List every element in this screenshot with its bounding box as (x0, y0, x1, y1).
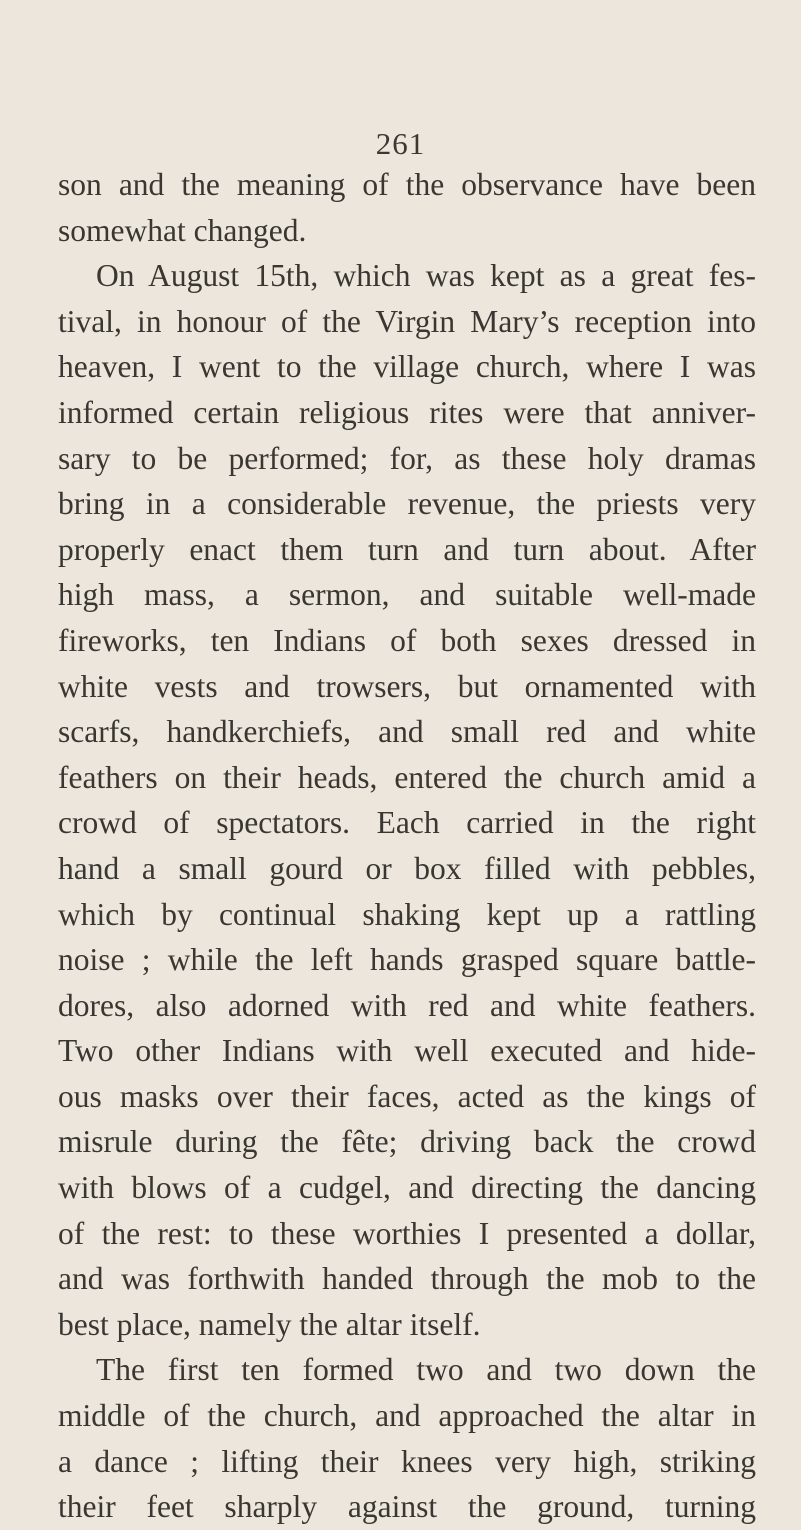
text-line: and was forthwith handed through the mob to the (58, 1261, 756, 1297)
text-line: bring in a considerable revenue, the priests very (58, 486, 756, 522)
text-line: misrule during the fête; driving back the crowd (58, 1124, 756, 1160)
text-line: feathers on their heads, entered the church amid a (58, 759, 756, 795)
text-line: of the rest: to these worthies I presented a dollar, (58, 1215, 756, 1251)
text-line: heaven, I went to the village church, where I was (58, 349, 756, 385)
text-line: hand a small gourd or box filled with pebbles, (58, 850, 756, 886)
text-line: best place, namely the altar itself. (58, 1306, 481, 1342)
text-line: high mass, a sermon, and suitable well-made (58, 577, 756, 613)
text-line: On August 15th, which was kept as a great fes- (96, 258, 756, 294)
text-line: somewhat changed. (58, 212, 307, 248)
text-line: scarfs, handkerchiefs, and small red and white (58, 714, 756, 750)
text-line: a dance ; lifting their knees very high, striking (58, 1443, 756, 1479)
text-line: dores, also adorned with red and white feathers. (58, 987, 756, 1023)
text-line: their feet sharply against the ground, turning (58, 1489, 756, 1525)
text-line: properly enact them turn and turn about. After (58, 531, 756, 567)
text-line: tival, in honour of the Virgin Mary’s reception into (58, 303, 756, 339)
text-line: Two other Indians with well executed and hide- (58, 1033, 756, 1069)
text-line: fireworks, ten Indians of both sexes dressed in (58, 622, 756, 658)
text-line: white vests and trowsers, but ornamented with (58, 668, 756, 704)
text-line: ous masks over their faces, acted as the kings of (58, 1078, 756, 1114)
text-line: crowd of spectators. Each carried in the right (58, 805, 756, 841)
page-number: 261 (375, 126, 426, 161)
text-line: The first ten formed two and two down the (96, 1352, 756, 1388)
text-line: middle of the church, and approached the altar in (58, 1398, 756, 1434)
text-line: sary to be performed; for, as these holy dramas (58, 440, 756, 476)
text-line: informed certain religious rites were that anniver- (58, 394, 756, 430)
body-text (58, 162, 756, 1530)
text-line: with blows of a cudgel, and directing the dancing (58, 1170, 756, 1206)
text-line: son and the meaning of the observance have been (58, 167, 756, 202)
text-line: noise ; while the left hands grasped square battle- (58, 942, 756, 978)
text-line: which by continual shaking kept up a rattling (58, 896, 756, 932)
